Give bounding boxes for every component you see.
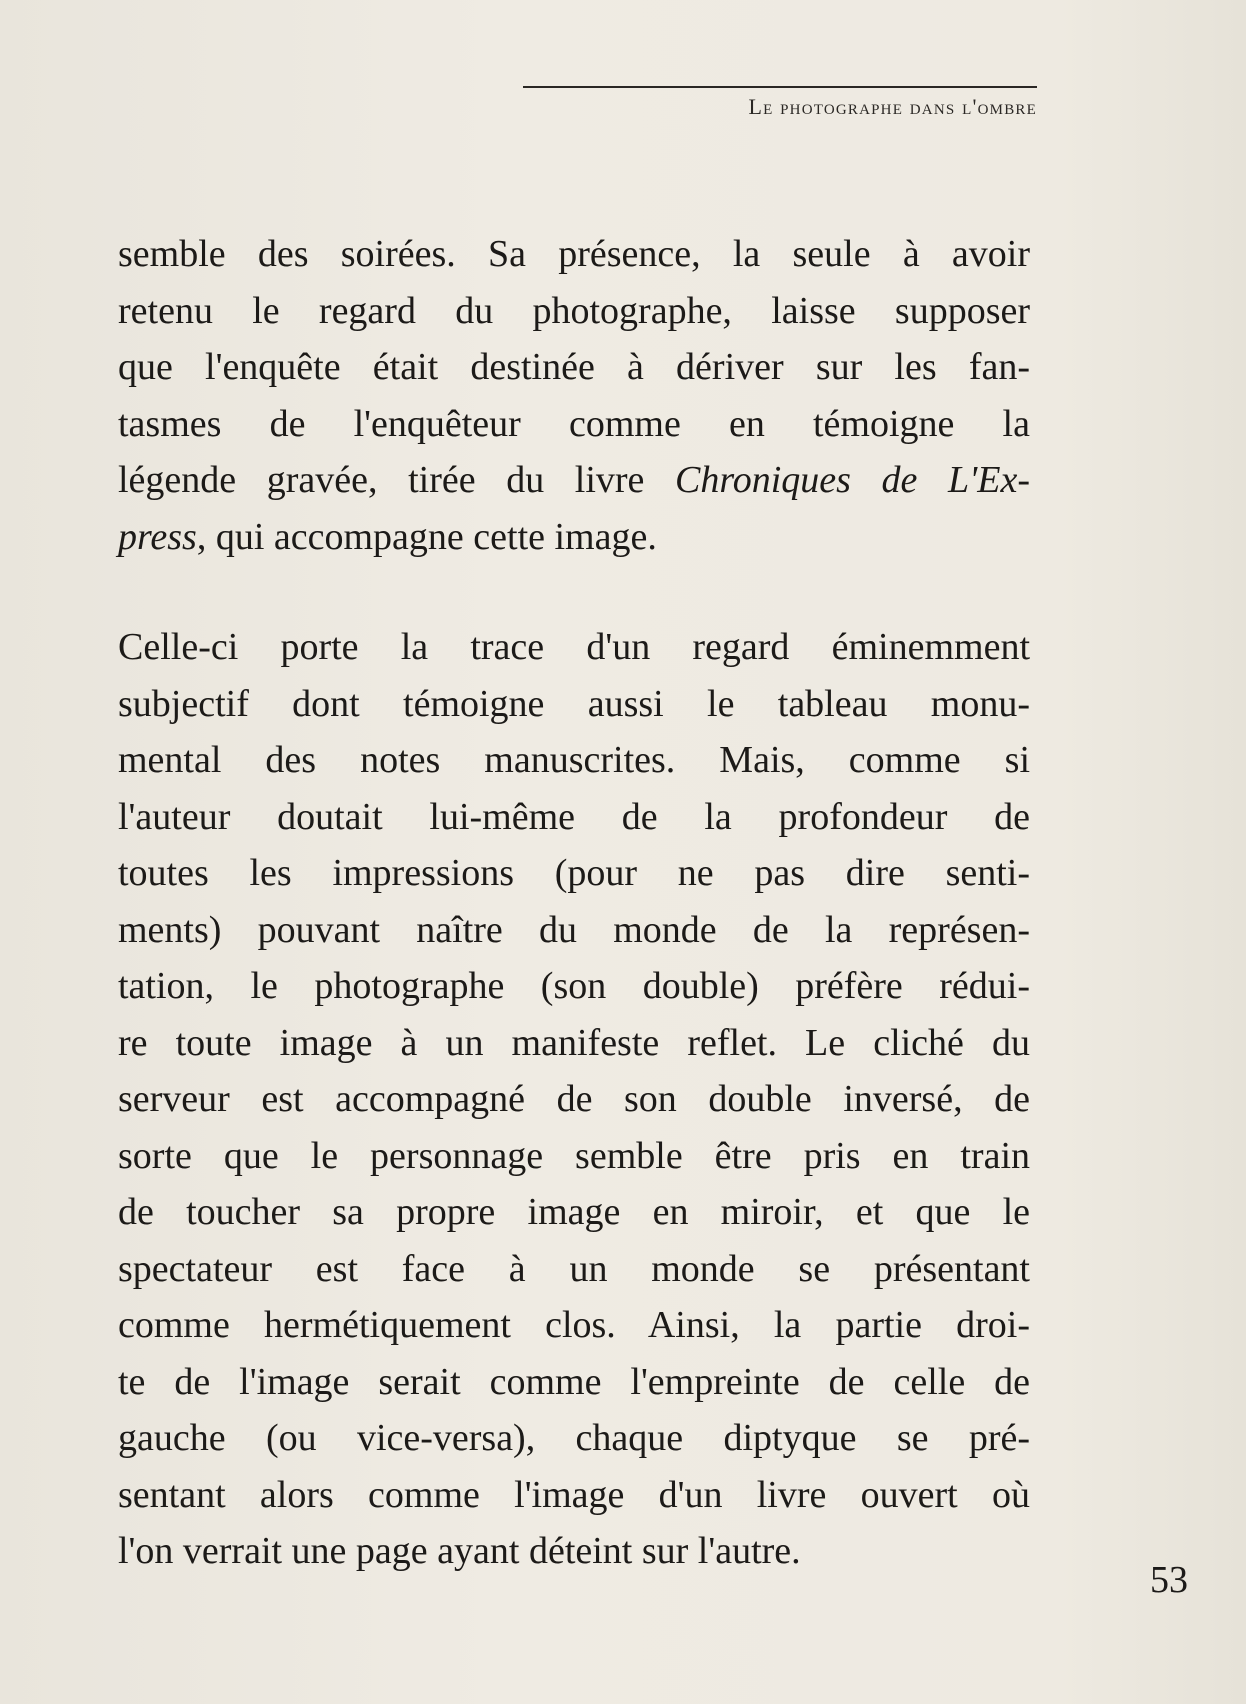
text-line: spectateur est face à un monde se présentant xyxy=(118,1247,1030,1290)
book-title-italic: Chroniques de L'Ex- xyxy=(675,459,1030,501)
text-line: tation, le photographe (son double) préfère rédui- xyxy=(118,965,1030,1007)
text-segment: , qui accompagne cette image. xyxy=(196,515,657,558)
text-line: de toucher sa propre image en miroir, et que le xyxy=(118,1191,1030,1233)
text-line: toutes les impressions (pour ne pas dire senti- xyxy=(118,852,1030,894)
paragraph-2 xyxy=(118,619,1030,1580)
text-line: te de l'image serait comme l'empreinte de celle de xyxy=(118,1360,1030,1403)
text-line: l'auteur doutait lui-même de la profondeur de xyxy=(118,795,1030,838)
text-line: subjectif dont témoigne aussi le tableau monu- xyxy=(118,682,1030,725)
text-line: tasmes de l'enquêteur comme en témoigne la xyxy=(118,402,1030,445)
text-line xyxy=(118,452,1030,509)
text-line: que l'enquête était destinée à dériver sur les fan- xyxy=(118,346,1030,388)
text-line xyxy=(118,509,1030,566)
text-line: sentant alors comme l'image d'un livre ouvert où xyxy=(118,1473,1030,1516)
text-line: serveur est accompagné de son double inversé, de xyxy=(118,1078,1030,1120)
text-line: l'on verrait une page ayant déteint sur l'autre. xyxy=(118,1530,801,1572)
text-line: sorte que le personnage semble être pris en train xyxy=(118,1134,1030,1177)
text-line: Celle-ci porte la trace d'un regard éminemment xyxy=(118,626,1030,668)
header-rule xyxy=(523,86,1037,88)
text-line: mental des notes manuscrites. Mais, comme si xyxy=(118,739,1030,781)
page-number: 53 xyxy=(1150,1559,1188,1601)
text-line: semble des soirées. Sa présence, la seule à avoir xyxy=(118,233,1030,275)
paragraph-spacer xyxy=(118,565,1030,619)
text-line: gauche (ou vice-versa), chaque diptyque se pré- xyxy=(118,1417,1030,1459)
text-line: ments) pouvant naître du monde de la représen- xyxy=(118,908,1030,951)
text-segment: légende gravée, tirée du livre xyxy=(118,459,676,501)
paragraph-1 xyxy=(118,226,1030,565)
text-line: retenu le regard du photographe, laisse supposer xyxy=(118,289,1030,332)
body-text xyxy=(118,226,1030,1580)
text-line: re toute image à un manifeste reflet. Le cliché du xyxy=(118,1021,1030,1064)
running-head: Le photographe dans l'ombre xyxy=(748,94,1037,119)
text-line: comme hermétiquement clos. Ainsi, la partie droi- xyxy=(118,1304,1030,1346)
book-title-italic: press xyxy=(118,515,197,558)
